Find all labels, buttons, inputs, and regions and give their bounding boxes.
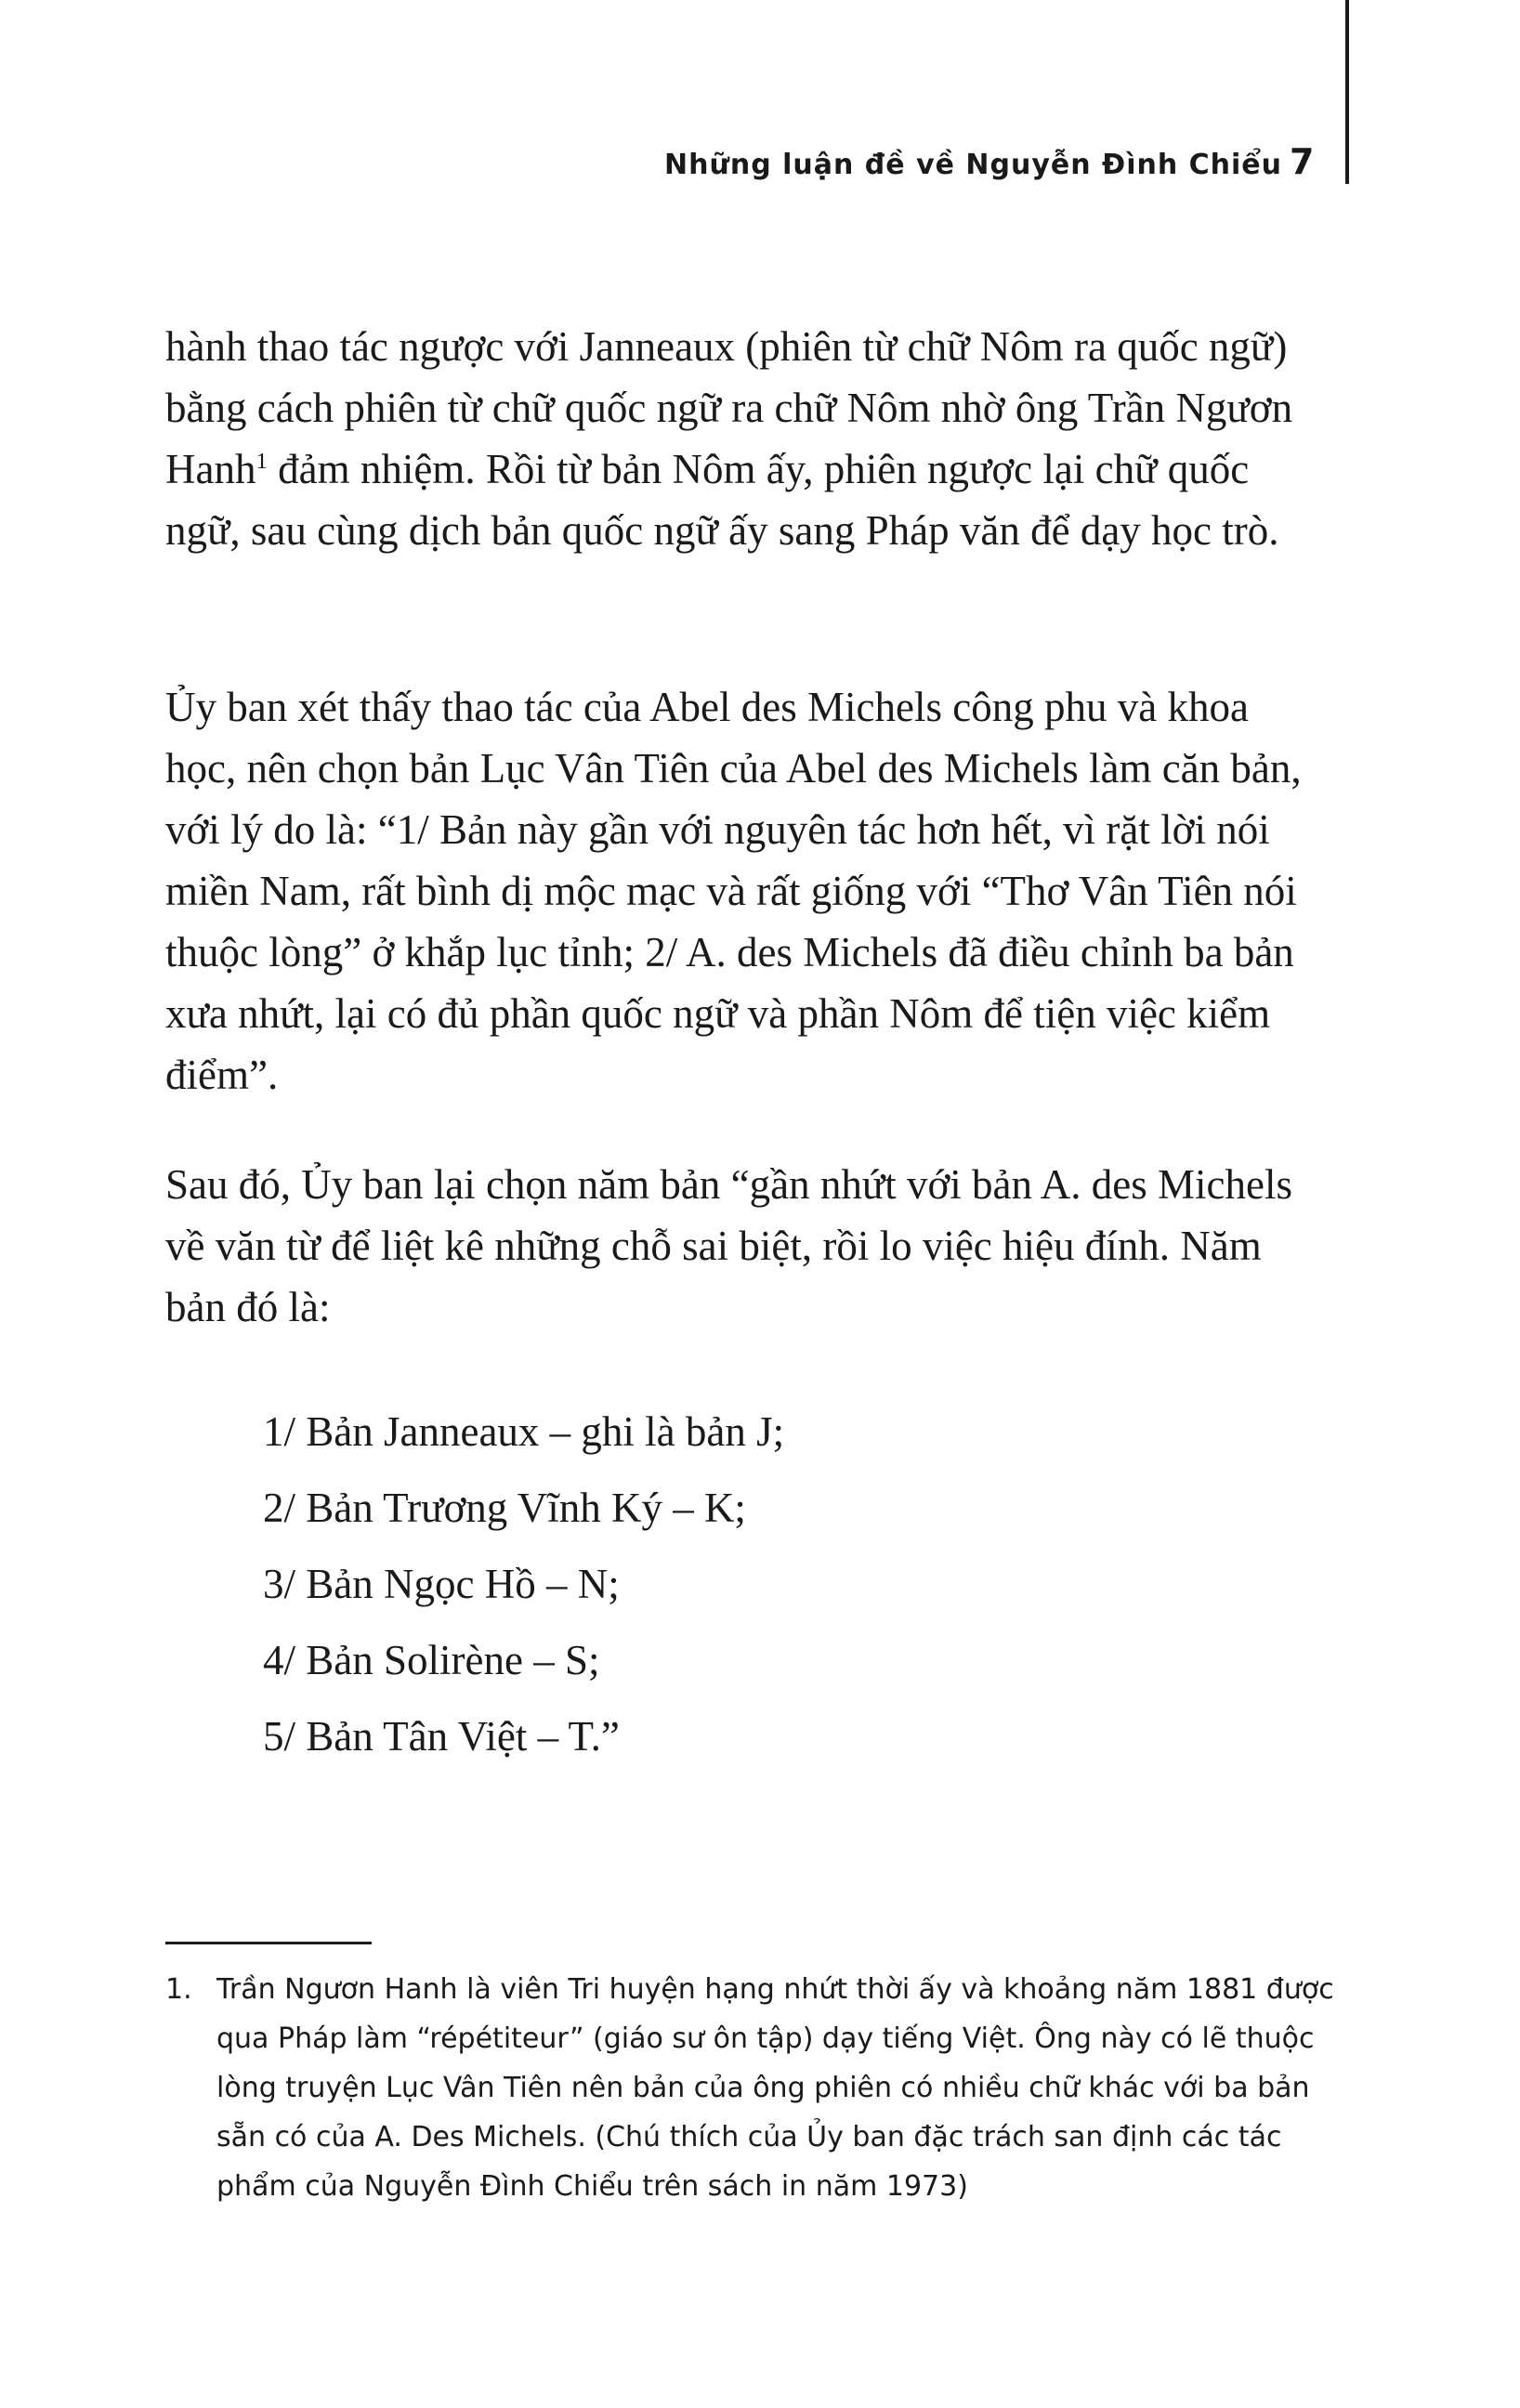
paragraph-1-text-a: hành thao tác ngược với Janneaux (phiên từ chữ Nôm ra quốc ngữ) bằng cách phiên từ chữ quốc ngữ ra chữ Nôm nhờ ông Trần Ngươn Hanh [165,323,1293,492]
list-item: 4/ Bản Solirène – S; [263,1637,600,1683]
list-item: 3/ Bản Ngọc Hồ – N; [263,1561,620,1607]
running-title: Những luận đề về Nguyễn Đình Chiểu [664,149,1282,181]
paragraph-3: Sau đó, Ủy ban lại chọn năm bản “gần nhứt với bản A. des Michels về văn từ để liệt kê những chỗ sai biệt, rồi lo việc hiệu đính. Năm bản đó là: [165,1161,1292,1330]
footnote [165,1965,1345,2211]
paragraph-1 [165,316,1327,561]
footnote-ref-mark[interactable]: 1 [256,449,268,474]
paragraph-2: Ủy ban xét thấy thao tác của Abel des Michels công phu và khoa học, nên chọn bản Lục Vân Tiên của Abel des Michels làm căn bản, với lý do là: “1/ Bản này gần với nguyên tác hơn hết, vì rặt lời nói miền Nam, rất bình dị mộc mạc và rất giống với “Thơ Vân Tiên nói thuộc lòng” ở khắp lục tỉnh; 2/ A. des Michels đã điều chỉnh ba bản xưa nhứt, lại có đủ phần quốc ngữ và phần Nôm để tiện việc kiểm điểm”. [165,684,1302,1098]
page-number: 7 [1290,141,1315,182]
list-item: 5/ Bản Tân Việt – T.” [263,1713,620,1760]
list-item: 1/ Bản Janneaux – ghi là bản J; [263,1408,785,1455]
page-edge-rule [1345,0,1349,184]
footnote-text: Trần Ngươn Hanh là viên Tri huyện hạng nhứt thời ấy và khoảng năm 1881 được qua Pháp làm “répétiteur” (giáo sư ôn tập) dạy tiếng Việt. Ông này có lẽ thuộc lòng truyện Lục Vân Tiên nên bản của ông phiên có nhiều chữ khác với ba bản sẵn có của A. Des Michels. (Chú thích của Ủy ban đặc trách san định các tác phẩm của Nguyễn Đình Chiểu trên sách in năm 1973) [216,1973,1334,2203]
edition-list [263,1394,784,1774]
footnote-divider [165,1942,372,1944]
paragraph-1-text-b: đảm nhiệm. Rồi từ bản Nôm ấy, phiên ngược lại chữ quốc ngữ, sau cùng dịch bản quốc ngữ ấy sang Pháp văn để dạy học trò. [165,446,1279,554]
footnote-number: 1. [165,1973,192,2006]
list-item: 2/ Bản Trương Vĩnh Ký – K; [263,1485,746,1531]
